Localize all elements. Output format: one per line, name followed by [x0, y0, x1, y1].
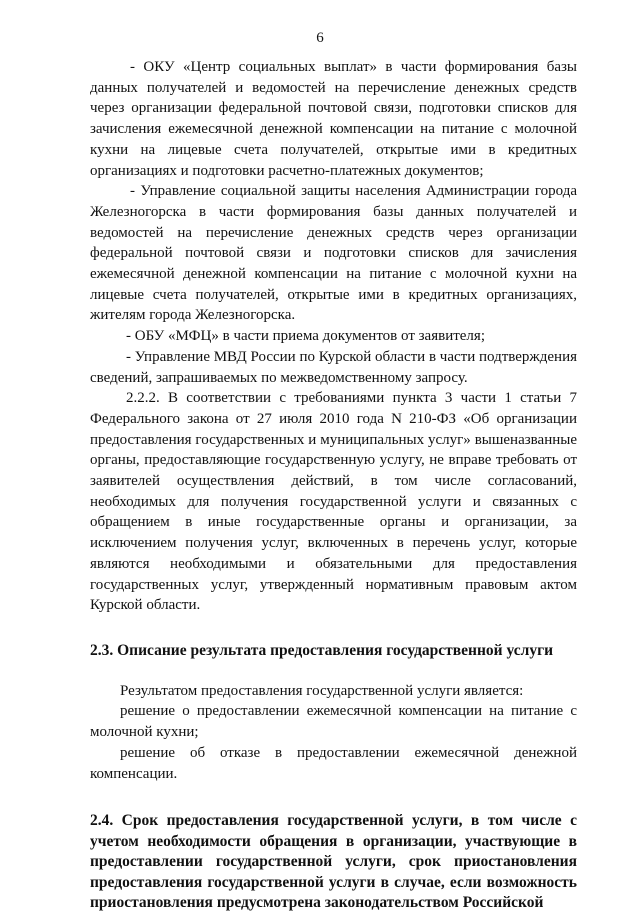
- document-body: [90, 57, 577, 914]
- section-2-3-paragraph-decision-grant: решение о предоставлении ежемесячной компенсации на питание с молочной кухни;: [90, 703, 577, 741]
- paragraph-oku: - ОКУ «Центр социальных выплат» в части формирования базы данных получателей и ведомостей на перечисление денежных средств через организации федеральной почтовой связи, подготовки списков для зачисления ежемесячной денежной компенсации на питание с молочной кухни на лицевые счета получателей, открытые ими в кредитных организациях и подготовки расчетно-платежных документов;: [90, 59, 577, 179]
- section-2-3-paragraph-intro: Результатом предоставления государственной услуги является:: [120, 682, 524, 699]
- section-2-3-paragraph-decision-refuse: решение об отказе в предоставлении ежемесячной денежной компенсации.: [90, 744, 577, 782]
- paragraph-2-2-2: 2.2.2. В соответствии с требованиями пункта 3 части 1 статьи 7 Федерального закона от 27 июля 2010 года N 210-ФЗ «Об организации предоставления государственных и муниципальных услуг» вышеназванные органы, предоставляющие государственную услугу, не вправе требовать от заявителей осуществления действий, в том числе согласований, необходимых для получения государственной услуги и связанных с обращением в иные государственные органы и организации, за исключением получения услуг, включенных в перечень услуг, которые являются необходимыми и обязательными для предоставления государственных услуг, утвержденный нормативным правовым актом Курской области.: [90, 390, 577, 614]
- page-number: 6: [316, 30, 324, 46]
- section-2-4-heading: 2.4. Срок предоставления государственной услуги, в том числе с учетом необходимости обращения в организации, участвующие в предоставлении государственной услуги, срок приостановления предоставления государственной услуги в случае, если возможность приостановления предусмотрена законодательством Российской: [90, 812, 577, 912]
- paragraph-usszn: - Управление социальной защиты населения Администрации города Железногорска в части формирования базы данных получателей и ведомостей на перечисление денежных средств через организации федеральной почтовой связи и подготовки списков для зачисления ежемесячной денежной компенсации на питание с молочной кухни на лицевые счета получателей, открытые ими в кредитных организациях, жителям города Железногорска.: [90, 183, 577, 324]
- section-2-3-heading: 2.3. Описание результата предоставления государственной услуги: [90, 641, 554, 659]
- paragraph-mfc: - ОБУ «МФЦ» в части приема документов от заявителя;: [126, 328, 485, 345]
- paragraph-mvd: - Управление МВД России по Курской области в части подтверждения сведений, запрашиваемых по межведомственному запросу.: [90, 348, 578, 386]
